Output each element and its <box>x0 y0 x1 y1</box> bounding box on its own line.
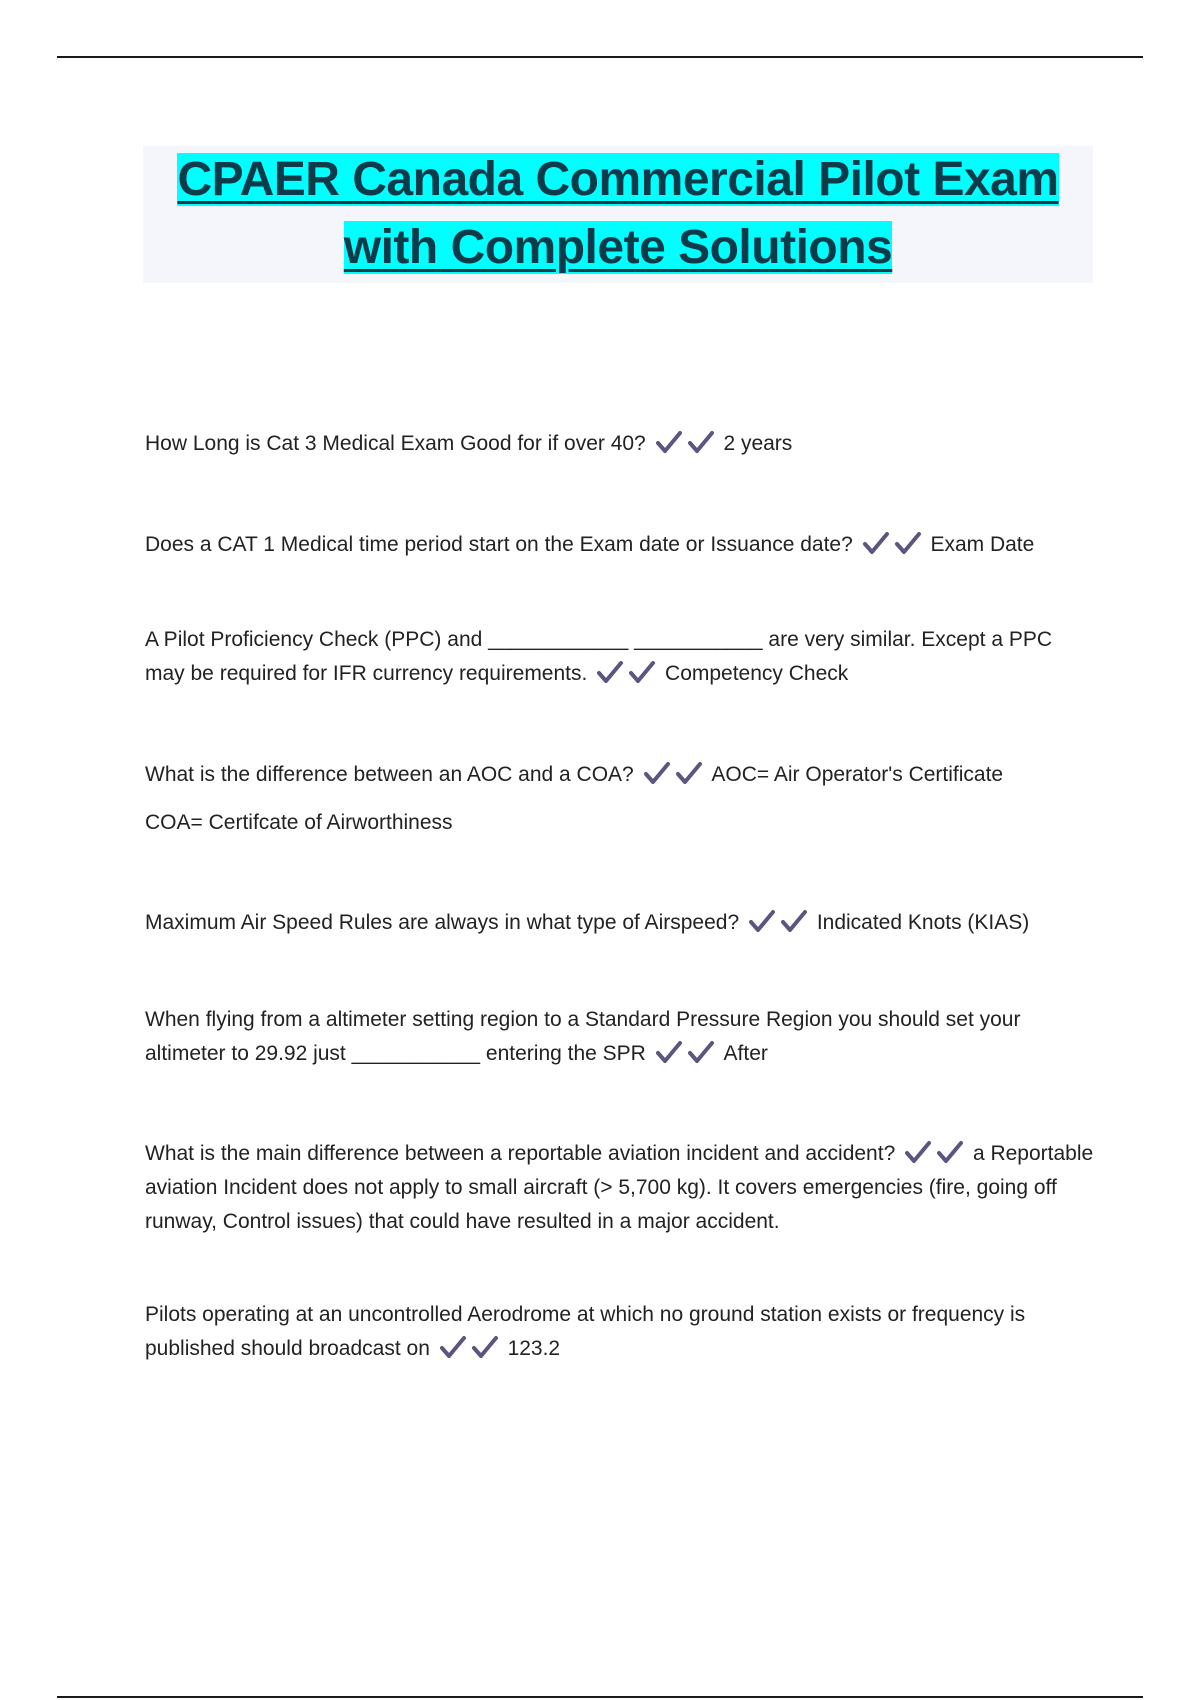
check-icon <box>688 1040 714 1064</box>
check-icon <box>656 430 682 454</box>
bottom-rule <box>57 1696 1143 1698</box>
answer-text: Exam Date <box>930 533 1035 556</box>
question-text: A Pilot Proficiency Check (PPC) and ____________ ___________ are very similar. Except a PPC may be required for IFR currency requirements. <box>145 628 1053 685</box>
question-text: Maximum Air Speed Rules are always in what type of Airspeed? <box>145 911 740 934</box>
question-text: What is the main difference between a reportable aviation incident and accident? <box>145 1142 896 1165</box>
title-line-2: with Complete Solutions <box>343 221 893 274</box>
check-icon <box>749 909 775 933</box>
answer-text: 123.2 <box>507 1337 561 1360</box>
top-rule <box>57 56 1143 58</box>
qa-item <box>145 758 1095 840</box>
check-icon <box>937 1140 963 1164</box>
qa-item <box>145 906 1095 940</box>
check-icon <box>656 1040 682 1064</box>
check-icon <box>597 660 623 684</box>
question-text: What is the difference between an AOC and a COA? <box>145 763 634 786</box>
check-icon <box>629 660 655 684</box>
check-icon <box>472 1335 498 1359</box>
check-icon <box>688 430 714 454</box>
check-icon <box>863 531 889 555</box>
check-icon <box>895 531 921 555</box>
title-line-1: CPAER Canada Commercial Pilot Exam <box>177 153 1059 206</box>
answer-text: Indicated Knots (KIAS) <box>816 911 1030 934</box>
question-text: Does a CAT 1 Medical time period start on the Exam date or Issuance date? <box>145 533 853 556</box>
check-icon <box>676 761 702 785</box>
answer-text: 2 years <box>723 432 793 455</box>
question-text: When flying from a altimeter setting region to a Standard Pressure Region you should set your altimeter to 29.92 just ___________ entering the SPR <box>145 1008 1021 1065</box>
check-icon <box>440 1335 466 1359</box>
answer-text: Competency Check <box>665 662 849 685</box>
check-icon <box>781 909 807 933</box>
answer-text-line-2: COA= Certifcate of Airworthiness <box>145 811 453 834</box>
qa-item <box>145 1003 1095 1071</box>
qa-item <box>145 623 1095 691</box>
question-text: Pilots operating at an uncontrolled Aerodrome at which no ground station exists or frequency is published should broadcast on <box>145 1303 1026 1360</box>
check-icon <box>644 761 670 785</box>
check-icon <box>905 1140 931 1164</box>
answer-text: AOC= Air Operator's Certificate <box>711 763 1004 786</box>
qa-item <box>145 1137 1095 1239</box>
qa-item <box>145 1298 1095 1366</box>
answer-text: a Reportable aviation Incident does not apply to small aircraft (> 5,700 kg). It covers emergencies (fire, going off runway, Control issues) that could have resulted in a major accident. <box>145 1142 1094 1233</box>
qa-item <box>145 528 1095 562</box>
answer-text: After <box>723 1042 768 1065</box>
qa-item <box>145 427 1095 461</box>
question-text: How Long is Cat 3 Medical Exam Good for if over 40? <box>145 432 646 455</box>
document-title <box>143 146 1093 283</box>
